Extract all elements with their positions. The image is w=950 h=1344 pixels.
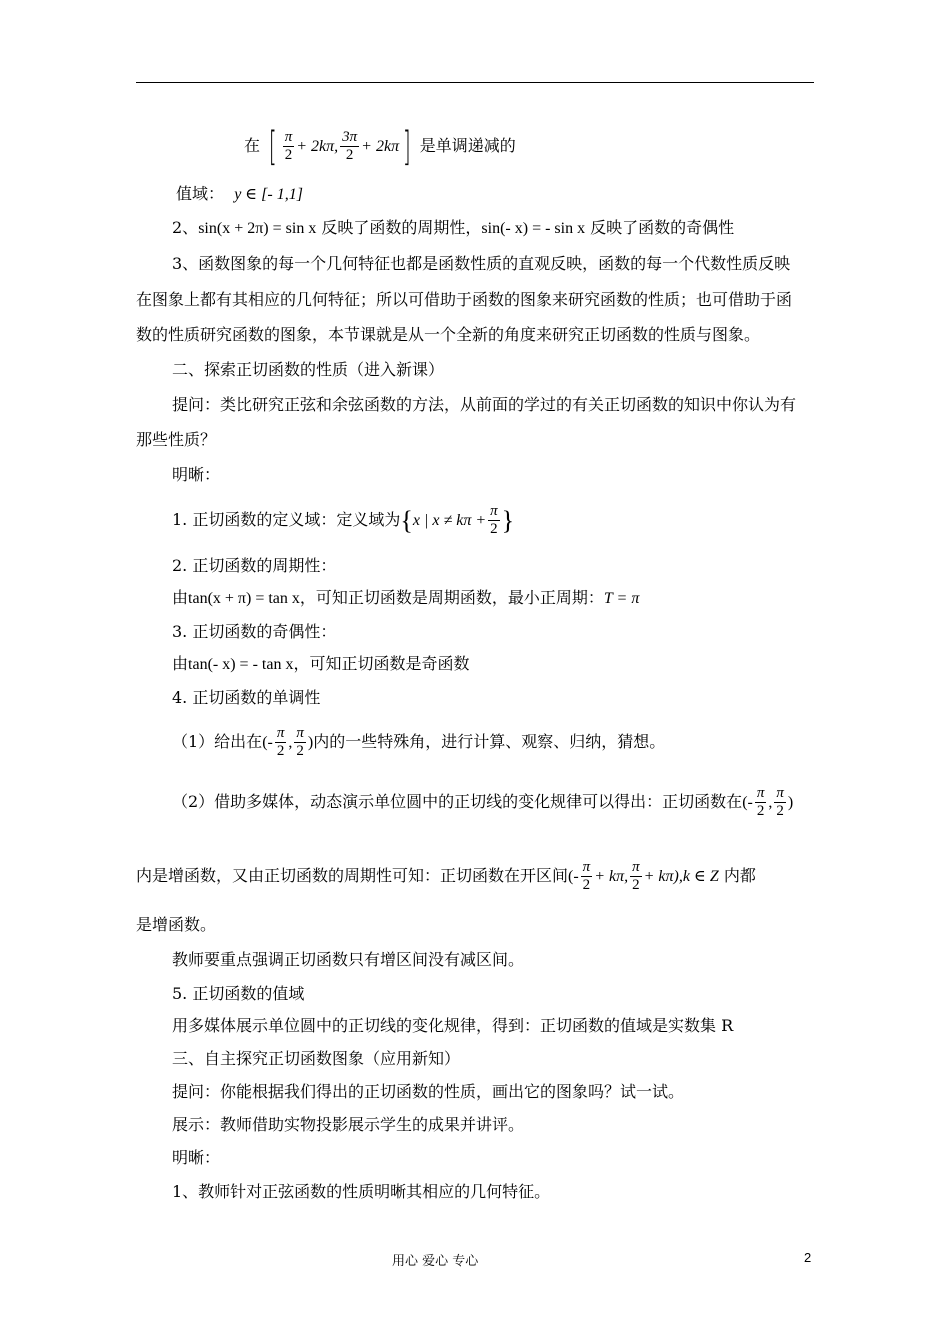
paragraph-line: 提问：你能根据我们得出的正切函数的性质，画出它的图象吗？试一试。 [172, 1082, 685, 1101]
paragraph-line: 明晰： [172, 1148, 221, 1167]
paragraph-line: 用多媒体展示单位圆中的正切线的变化规律，得到：正切函数的值域是实数集 R [172, 1016, 734, 1035]
parity-line: 由tan(- x) = - tan x，可知正切函数是奇函数 [172, 654, 470, 673]
fraction: $\frac{\pi}{2}$ [284, 129, 293, 163]
paragraph-line: 数的性质研究函数的图象，本节课就是从一个全新的角度来研究正切函数的性质与图象。 [136, 325, 761, 344]
header-rule [136, 82, 814, 83]
paragraph-line: 2、sin(x + 2π) = sin x 反映了函数的周期性，sin(- x) = - sin x 反映了函数的奇偶性 [172, 218, 735, 237]
left-bracket: [ [269, 123, 277, 170]
text: 是单调递减的 [419, 136, 516, 155]
fraction: $\frac{3\pi}{2}$ [342, 129, 358, 163]
paragraph-line: 内是增函数，又由正切函数的周期性可知：正切函数在开区间(- $\frac{\pi}{2}$ + kπ, $\frac{\pi}{2}$ + kπ),k ∈ Z 内都 [136, 859, 756, 893]
paragraph-line: 明晰： [172, 465, 221, 484]
right-bracket: ] [402, 123, 411, 170]
page-footer: 用心 爱心 专心 [392, 1254, 479, 1269]
paragraph-line: 3. 正切函数的奇偶性： [172, 622, 337, 641]
paragraph-line: （2）借助多媒体，动态演示单位圆中的正切线的变化规律可以得出：正切函数在(- $\frac{\pi}{2}$ , $\frac{\pi}{2}$ ) [172, 785, 794, 819]
paragraph-line: 4. 正切函数的单调性 [172, 688, 321, 707]
text: 在 [244, 136, 261, 155]
paragraph-line: 展示：教师借助实物投影展示学生的成果并讲评。 [172, 1115, 525, 1134]
math: + 2kπ [361, 138, 400, 155]
paragraph-line: 在图象上都有其相应的几何特征；所以可借助于函数的图象来研究函数的性质；也可借助于函 [136, 290, 793, 309]
paragraph-line: （1）给出在(- $\frac{\pi}{2}$ , $\frac{\pi}{2}$ )内的一些特殊角，进行计算、观察、归纳，猜想。 [172, 725, 666, 759]
paragraph-line: 1、教师针对正弦函数的性质明晰其相应的几何特征。 [172, 1182, 551, 1201]
range-line [176, 184, 303, 205]
math: y ∈ [- 1,1] [234, 186, 303, 203]
domain-line: 1. 正切函数的定义域：定义域为{x | x ≠ kπ + $\frac{\pi}{2}$ } [172, 503, 515, 537]
paragraph-line: 5. 正切函数的值域 [172, 984, 305, 1003]
paragraph-line: 教师要重点强调正切函数只有增区间没有减区间。 [172, 950, 525, 969]
section-heading: 二、探索正切函数的性质（进入新课） [172, 360, 445, 379]
period-line: 由tan(x + π) = tan x，可知正切函数是周期函数，最小正周期：T = π [172, 588, 640, 607]
page-number: 2 [804, 1250, 812, 1265]
monotone-decreasing-line [244, 123, 516, 170]
paragraph-line: 3、函数图象的每一个几何特征也都是函数性质的直观反映，函数的每一个代数性质反映 [172, 254, 791, 273]
paragraph-line: 2. 正切函数的周期性： [172, 556, 337, 575]
paragraph-line: 是增函数。 [136, 915, 217, 934]
paragraph-line: 提问：类比研究正弦和余弦函数的方法，从前面的学过的有关正切函数的知识中你认为有 [172, 395, 797, 414]
paragraph-line: 那些性质？ [136, 430, 217, 449]
section-heading: 三、自主探究正切函数图象（应用新知） [172, 1049, 461, 1068]
math: + 2kπ, [296, 138, 339, 155]
label: 值域： [176, 184, 225, 203]
